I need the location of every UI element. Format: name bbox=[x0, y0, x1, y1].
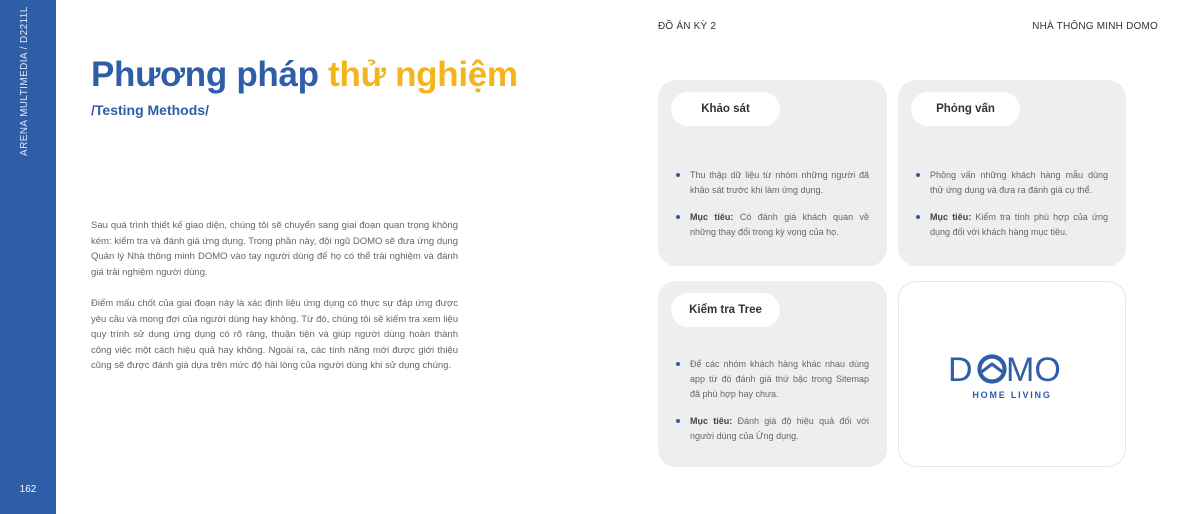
goal-label: Mục tiêu: bbox=[930, 212, 972, 222]
method-goal bbox=[675, 210, 869, 240]
method-card-interview bbox=[898, 80, 1126, 266]
goal-label: Mục tiêu: bbox=[690, 416, 733, 426]
method-goal bbox=[675, 414, 869, 444]
house-o-icon bbox=[980, 357, 1005, 382]
intro-paragraph: Sau quá trình thiết kế giao diện, chúng tôi sẽ chuyển sang giai đoạn quan trọng không kém: kiểm tra và đánh giá ứng dụng. Trong phần này, đội ngũ DOMO sẽ đưa ứng dụng Quản lý Nhà thông minh DOMO vào tay người dùng để họ có thể trải nghiệm và đánh giá trải nghiệm người dùng. bbox=[91, 220, 458, 278]
method-bullet-list bbox=[915, 168, 1108, 252]
title-main: Phương pháp bbox=[91, 55, 329, 94]
method-card-tree-test bbox=[658, 281, 887, 467]
sidebar bbox=[0, 0, 56, 514]
goal-text: Có đánh giá khách quan về những thay đổi trong kỳ vọng của họ. bbox=[690, 212, 869, 237]
method-title-pill: Kiểm tra Tree bbox=[671, 293, 780, 327]
method-point: Thu thập dữ liệu từ nhóm những người đã khảo sát trước khi làm ứng dụng. bbox=[675, 168, 869, 198]
method-goal bbox=[915, 210, 1108, 240]
method-point: Để các nhóm khách hàng khác nhau dùng app từ đó đánh giá thứ bậc trong Sitemap đã phù hợp hay chưa. bbox=[675, 357, 869, 402]
sidebar-vertical-label: ARENA MULTIMEDIA / D2211L bbox=[19, 6, 30, 156]
method-card-survey bbox=[658, 80, 887, 266]
wordmark-left: D bbox=[948, 351, 973, 388]
header-project-label: ĐỒ ÁN KỲ 2 bbox=[658, 21, 717, 32]
method-title-pill: Khảo sát bbox=[671, 92, 780, 126]
method-title-pill: Phỏng vấn bbox=[911, 92, 1020, 126]
method-bullet-list bbox=[675, 168, 869, 252]
header-brand-label: NHÀ THÔNG MINH DOMO bbox=[1032, 21, 1158, 32]
method-bullet-list bbox=[675, 357, 869, 456]
domo-wordmark bbox=[946, 348, 1078, 388]
detail-paragraph: Điểm mấu chốt của giai đoạn này là xác định liệu ứng dụng có thực sự đáp ứng được yêu cầu và mong đợi của người dùng hay không. Từ đó, chúng tôi sẽ kiểm tra xem liệu quy trình sử dụng ứng dụng có rõ ràng, thuận tiện và giúp người dùng hoàn thành công việc một cách hiệu quả hay không. Ngoài ra, các tính năng mới được giới thiệu cũng sẽ được đánh giá dựa trên mức độ hài lòng của người dùng khi sử dụng chúng. bbox=[91, 298, 458, 371]
page-subtitle: /Testing Methods/ bbox=[91, 102, 209, 118]
goal-text: Kiểm tra tính phù hợp của ứng dụng đối với khách hàng mục tiêu. bbox=[930, 212, 1108, 237]
goal-label: Mục tiêu: bbox=[690, 212, 734, 222]
page-title bbox=[91, 55, 518, 95]
wordmark-right: MO bbox=[1006, 351, 1061, 388]
logo-tagline: HOME LIVING bbox=[972, 390, 1052, 400]
title-highlight: thử nghiệm bbox=[328, 55, 518, 94]
domo-logo bbox=[899, 348, 1125, 400]
domo-logo-card bbox=[898, 281, 1126, 467]
method-point: Phỏng vấn những khách hàng mẫu dùng thử ứng dụng và đưa ra đánh giá cụ thể. bbox=[915, 168, 1108, 198]
page-number: 162 bbox=[19, 484, 37, 495]
goal-text: Đánh giá độ hiệu quả đối với người dùng của Ứng dụng. bbox=[690, 416, 869, 441]
